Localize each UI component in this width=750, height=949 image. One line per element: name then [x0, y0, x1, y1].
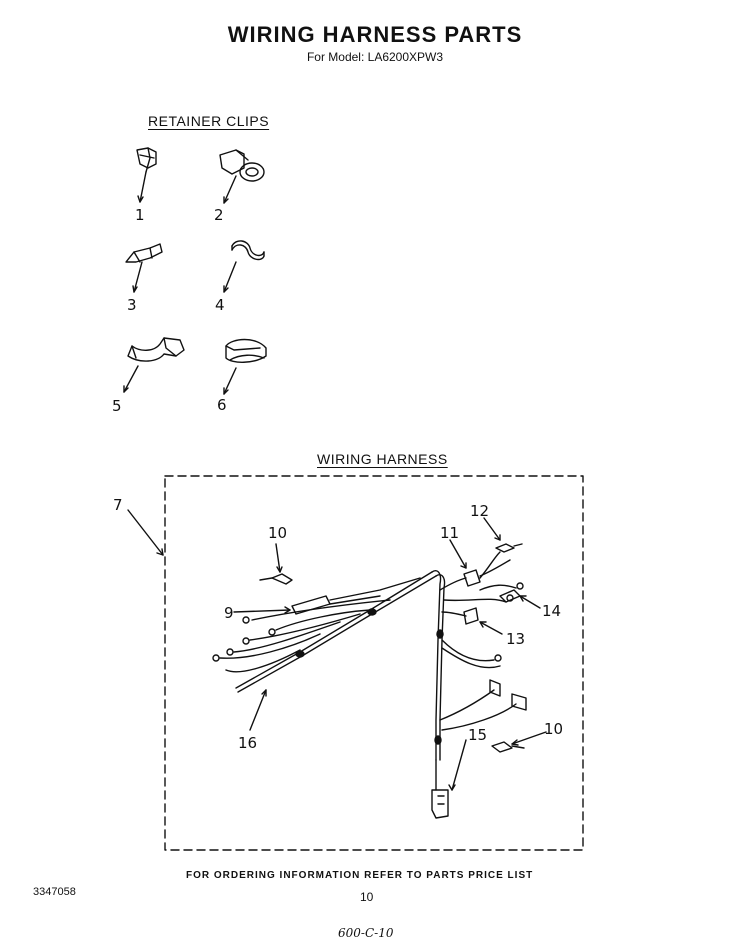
retainer-clip-4: [224, 241, 264, 292]
left-wire-branches: [213, 574, 420, 672]
page-number: 10: [360, 890, 374, 904]
callout-12: 12: [470, 502, 490, 520]
retainer-clips-heading: RETAINER CLIPS: [148, 113, 270, 129]
ordering-note: FOR ORDERING INFORMATION REFER TO PARTS PRICE LIST: [186, 870, 534, 881]
page-title: WIRING HARNESS PARTS: [227, 22, 523, 47]
callout-5: 5: [112, 397, 122, 415]
right-wire-branches: [432, 544, 526, 818]
callout-11: 11: [440, 524, 460, 542]
callout-10-right: 10: [544, 720, 564, 738]
wiring-harness-heading: WIRING HARNESS: [317, 451, 448, 467]
callout-15: 15: [468, 726, 488, 744]
retainer-clip-5: [124, 338, 184, 392]
callout-10-left: 10: [268, 524, 288, 542]
callout-14: 14: [542, 602, 562, 620]
harness-dashed-frame: [165, 476, 583, 850]
model-subtitle: For Model: LA6200XPW3: [306, 50, 444, 64]
handwritten-code: 600-C-10: [338, 926, 394, 940]
callout-16: 16: [238, 734, 258, 752]
callout-1: 1: [135, 206, 145, 224]
document-number: 3347058: [33, 886, 76, 898]
callout-4: 4: [215, 296, 225, 314]
retainer-clip-2: [220, 150, 264, 203]
retainer-clip-3: [126, 244, 162, 292]
callout-7: 7: [113, 496, 123, 514]
callout-9: 9: [224, 604, 234, 622]
callout-6: 6: [217, 396, 227, 414]
retainer-clip-1: [137, 148, 156, 202]
retainer-clip-6: [224, 340, 266, 395]
callout-13: 13: [506, 630, 526, 648]
callout-2: 2: [214, 206, 224, 224]
callout-3: 3: [127, 296, 137, 314]
